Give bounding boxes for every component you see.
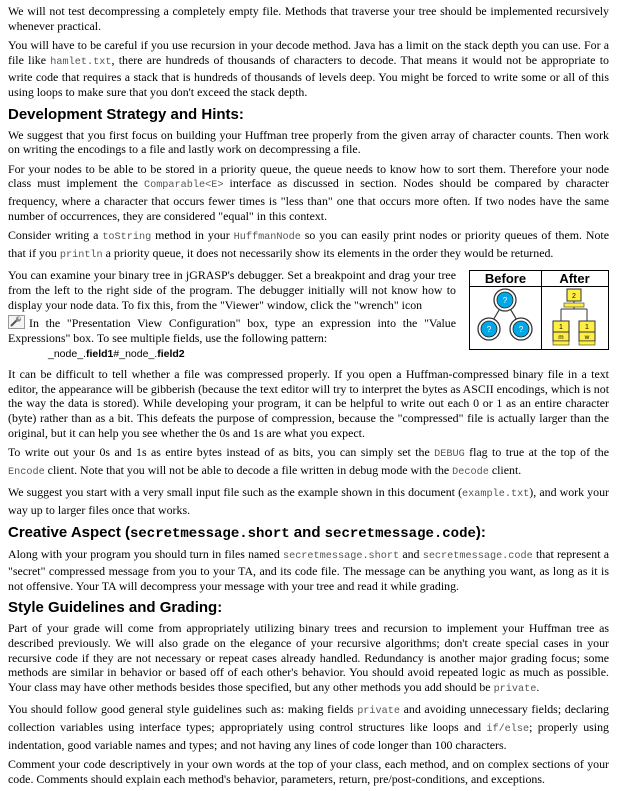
paragraph-small-input: We suggest you start with a very small input file such as the example shown in this document (example.txt), and work your way up to larger files once that works. — [8, 485, 609, 518]
code-private-2: private — [357, 706, 400, 718]
code-private: private — [493, 683, 537, 695]
code-debug: DEBUG — [434, 449, 465, 461]
heading-development-strategy: Development Strategy and Hints: — [8, 105, 244, 123]
document-page — [8, 4, 609, 791]
code-example-txt: example.txt — [462, 489, 530, 501]
after-label: After — [541, 271, 608, 287]
heading-style-guidelines: Style Guidelines and Grading: — [8, 599, 223, 617]
paragraph-debug-flag: To write out your 0s and 1s as entire bytes instead of as bits, you can simply set the DEBUG flag to true at the top of the Encode client. Note that you will not be able to decode a file written in debug mode with the Decode client. — [8, 445, 609, 478]
after-left-char: m — [558, 334, 564, 342]
code-println: println — [59, 249, 103, 261]
before-column — [470, 271, 542, 349]
after-right-char: w — [584, 334, 590, 342]
right-node-label: ? — [518, 325, 524, 335]
paragraph-verify-compression: It can be difficult to tell whether a file was compressed properly. If you open a Huffman-compressed binary file in a text editor, the appearance will be gibberish (because the text editor will try to interpret the bytes as ASCII encodings, which is not the way the data is stored). While developing your program, it can be helpful to write out each 0 or 1 as an entire character (byte) rather than as a bit. This defeats the purpose of compression, because the "compressed" file is actually larger than the original, but it can help you see whether the 0s and 1s are what you expect. — [8, 367, 609, 440]
code-secretmessage-code: secretmessage.code — [422, 550, 533, 562]
paragraph-secret-message: Along with your program you should turn in files named secretmessage.short and secretmessage.code that represent a "secret" compressed message from you to your TA, and its code file. The message can be anything you want, as long as it is not offensive. Your TA will decompress your message with your tree and read it while grading. — [8, 546, 609, 593]
paragraph-recursion-stack: You will have to be careful if you use recursion in your decode method. Java has a limit on the stack depth you can use. For a file like hamlet.txt, there are hundreds of thousands of characters to decode. That means it would not be appropriate to write code that requires a stack that is hundreds of thousands of levels deep. You might be forced to write some or all of this using loops to make sure that you don't exceed the stack depth. — [8, 38, 610, 99]
left-node-label: ? — [486, 325, 492, 335]
code-decode: Decode — [452, 466, 489, 478]
wrench-icon — [8, 315, 25, 329]
after-root-count: 2 — [572, 293, 576, 301]
paragraph-comparable: For your nodes to be able to be stored in a priority queue, the queue needs to know how to sort them. Therefore your node class must implement the Comparable<E> interface as discussed in section. Nodes should be compared by character frequency, where a character that occurs fewer times is "less than" one that occurs more often. If two nodes have the same number of occurrences, they are considered "equal" in this context. — [8, 161, 609, 223]
paragraph-style: You should follow good general style guidelines such as: making fields private and avoiding unnecessary fields; declaring collection variables using interface types; appropriately using control structures like loops and if/else; properly using indentation, good variable names and types; and not having any lines of code longer than 100 characters. — [8, 702, 609, 752]
paragraph-empty-file: We will not test decompressing a completely empty file. Methods that traverse your tree should be implemented recursively whenever practical. — [8, 4, 609, 33]
after-right-count: 1 — [585, 324, 589, 332]
debugger-section — [8, 268, 609, 361]
before-label: Before — [470, 271, 541, 287]
paragraph-debugger: You can examine your binary tree in jGRASP's debugger. Set a breakpoint and drag your tree from the left to the right side of the program. The debugger initially will not know how to display your node data. To fix this, from the "Viewer" window, click the "wrench" icon — [8, 268, 456, 312]
root-node-label: ? — [502, 296, 508, 306]
after-column — [541, 271, 608, 349]
paragraph-presentation-view: In the "Presentation View Configuration" box, type an expression into the "Value Expressions" box. To see multiple fields, use the following pattern: — [8, 316, 456, 345]
code-secretmessage-short: secretmessage.short — [282, 550, 400, 562]
after-left-count: 1 — [559, 324, 563, 332]
paragraph-tostring: Consider writing a toString method in your HuffmanNode so you can easily print nodes or priority queues of them. Note that if you println a priority queue, it does not necessarily show its elements in the order they would be returned. — [8, 228, 610, 261]
paragraph-grading: Part of your grade will come from appropriately utilizing binary trees and recursion to implement your Huffman tree as described previously. We will also grade on the elegance of your recursive algorithms; don't create special cases in your recursive code if they are not necessary or repeat cases already handled. Redundancy is another major grading focus; some methods are similar in behavior or based off of each other's behavior. You should avoid repeated logic as much as possible. Your class may have other methods besides those specified, but any other methods you add should be private. — [8, 621, 609, 695]
code-encode: Encode — [8, 466, 45, 478]
code-comparable: Comparable<E> — [143, 180, 224, 192]
code-tostring: toString — [102, 232, 152, 244]
code-huffmannode: HuffmanNode — [233, 232, 301, 244]
expression-pattern: _node_.field1#_node_.field2 — [48, 348, 185, 361]
code-if-else: if/else — [486, 723, 530, 735]
code-hamlet: hamlet.txt — [50, 56, 112, 68]
before-after-figure — [469, 270, 609, 350]
heading-creative-aspect: Creative Aspect (secretmessage.short and secretmessage.code): — [8, 523, 486, 542]
debugger-text — [8, 268, 456, 361]
paragraph-comments: Comment your code descriptively in your own words at the top of your class, each method, and on complex sections of your code. Comments should explain each method's behavior, parameters, return, pre/post-conditions, and exceptions. — [8, 757, 609, 786]
paragraph-build-tree-first: We suggest that you first focus on building your Huffman tree properly from the given array of character counts. Then work on writing the encodings to a file and lastly work on decompressing a file. — [8, 127, 609, 157]
after-tree-diagram — [541, 287, 608, 350]
before-tree-diagram — [470, 287, 540, 350]
